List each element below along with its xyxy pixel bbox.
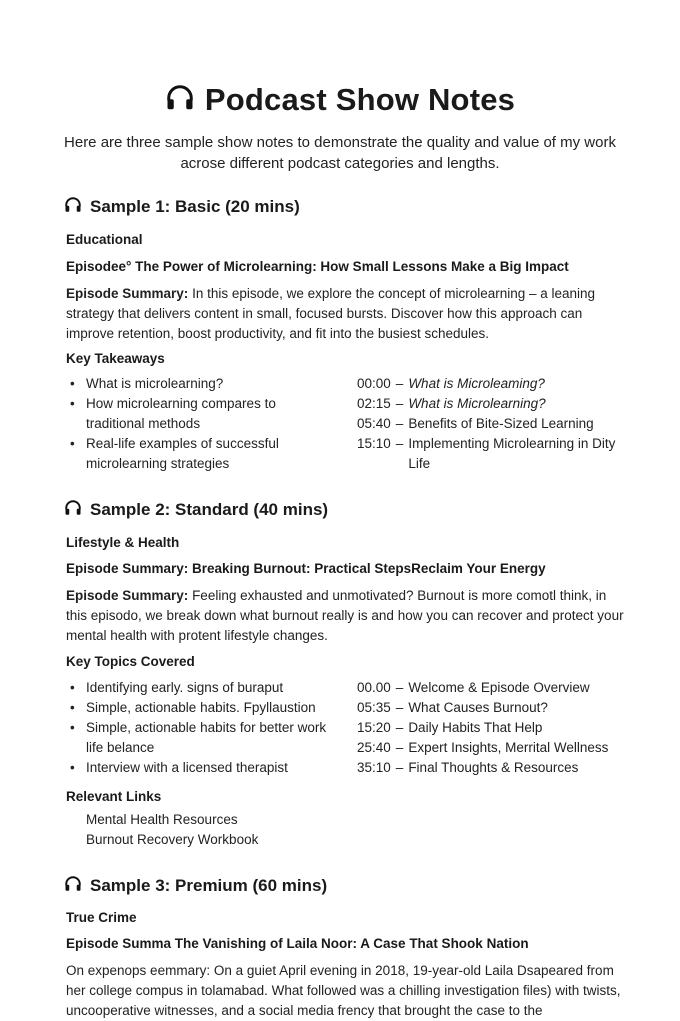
timestamp-row: 00.00 – Welcome & Episode Overview: [357, 680, 590, 695]
list-item: • Identifying early. signs of buraput: [66, 678, 336, 698]
sample-3-episode-title: Episode Summa The Vanishing of Laila Noor: A Case That Shook Nation: [66, 936, 529, 951]
summary-text: In this episode, we explore the concept of microlearning – a leaning strategy that delivers content in small, focused bursts. Discover how this approach can improve retention, boost productivity, and fit into the busiest schedules.: [66, 286, 596, 341]
sample-2-episode-title: Episode Summary: Breaking Burnout: Practical StepsReclaim Your Energy: [66, 561, 546, 576]
page-title: [0, 82, 680, 121]
intro-text: Here are three sample show notes to demonstrate the quality and value of my work acrose different podcast categories and lengths.: [64, 134, 616, 172]
list-item: • Real-life examples of successful microlearning strategies: [66, 434, 311, 474]
timestamp-row: 00:00 – What is Microleaming?: [357, 376, 545, 391]
summary-label: Episode Summary:: [66, 588, 189, 603]
timestamp-row: 15:10 – Implementing Microlearning in Dity Life: [357, 436, 616, 471]
sample-1-heading: [64, 196, 300, 219]
sample-3-heading: [64, 875, 327, 898]
sample-2-heading-text: Sample 2: Standard (40 mins): [90, 500, 329, 519]
list-item: • Simple, actionable habits. Fpyllaustion: [66, 698, 336, 718]
timestamp-row: 05:40 – Benefits of Bite-Sized Learning: [357, 416, 594, 431]
sample-1-list-heading: Key Takeaways: [66, 351, 165, 366]
sample-3-category: True Crime: [66, 910, 137, 925]
timestamp-row: 25:40 – Expert Insights, Merrital Wellness: [357, 740, 609, 755]
sample-1-heading-text: Sample 1: Basic (20 mins): [90, 197, 300, 216]
summary-label: Episode Summary:: [66, 286, 189, 301]
headphones-icon: [64, 196, 82, 219]
headphones-icon: [64, 875, 82, 898]
sample-2-summary: [66, 586, 626, 646]
list-item: • How microlearning compares to traditional methods: [66, 394, 311, 434]
sample-1-episode-title: Episodee° The Power of Microlearning: How Small Lessons Make a Big Impact: [66, 259, 569, 274]
timestamp-row: 05:35 – What Causes Burnout?: [357, 700, 548, 715]
list-item: • Interview with a licensed therapist: [66, 758, 336, 778]
page-title-text: Podcast Show Notes: [204, 82, 516, 117]
sample-1-timestamps: [357, 374, 627, 474]
relevant-links: [86, 810, 258, 850]
link-burnout-recovery-workbook[interactable]: Burnout Recovery Workbook: [86, 832, 259, 847]
list-item: • What is microlearning?: [66, 374, 336, 394]
sample-2-category: Lifestyle & Health: [66, 535, 180, 550]
summary-text: Feeling exhausted and unmotivated? Burnout is more comotl think, in this episodo, we break down what burnout really is and how you can recover and protect your mental health with protent lifestyle changes.: [66, 588, 624, 643]
headphones-icon: [64, 499, 82, 522]
headphones-icon: [165, 83, 195, 121]
sample-2-topics: [66, 678, 336, 778]
sample-1-category: Educational: [66, 232, 143, 247]
sample-3-summary: On expenops eemmary: On a guiet April evening in 2018, 19-year-old Laila Dsapeared from her college compus in tolamabad. What followed was a chilling investigation files) with twists, uncooperative witnesses, and a social media frency that brought the case to the: [66, 963, 621, 1018]
relevant-links-heading: Relevant Links: [66, 789, 162, 804]
sample-1-summary: [66, 284, 626, 344]
timestamp-row: 35:10 – Final Thoughts & Resources: [357, 760, 579, 775]
sample-3-heading-text: Sample 3: Premium (60 mins): [90, 876, 328, 895]
sample-2-heading: [64, 499, 328, 522]
sample-1-takeaways: [66, 374, 336, 474]
sample-2-timestamps: [357, 678, 627, 778]
timestamp-row: 02:15 – What is Microlearning?: [357, 396, 546, 411]
timestamp-row: 15:20 – Daily Habits That Help: [357, 720, 543, 735]
link-mental-health-resources[interactable]: Mental Health Resources: [86, 812, 238, 827]
list-item: • Simple, actionable habits for better work life belance: [66, 718, 331, 758]
sample-2-list-heading: Key Topics Covered: [66, 654, 195, 669]
